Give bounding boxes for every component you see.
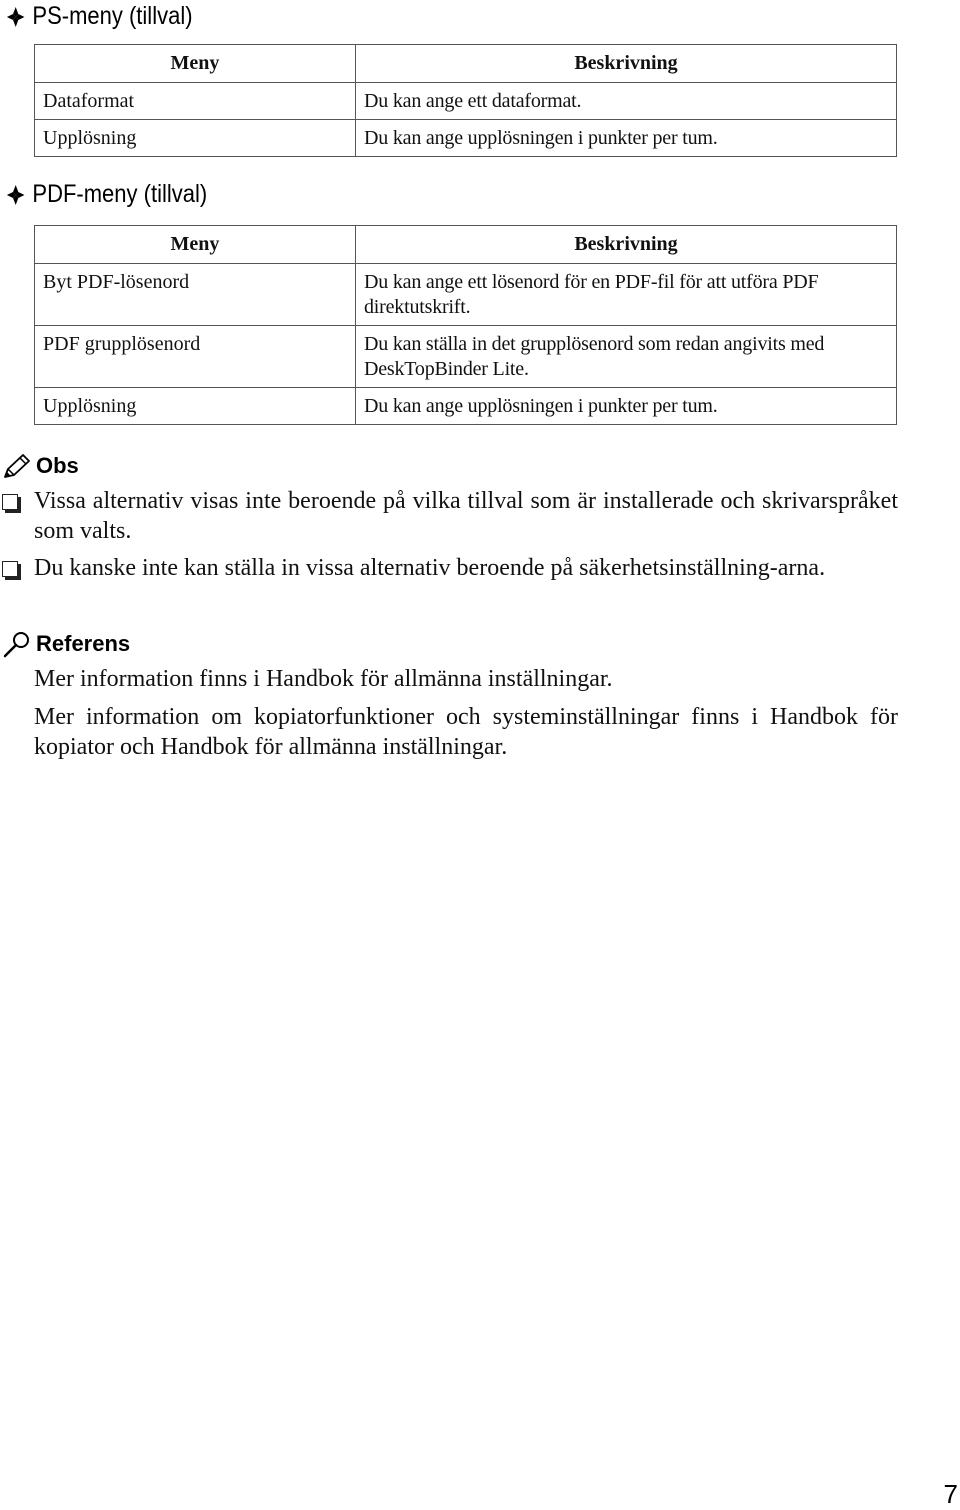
obs-item-text: Vissa alternativ visas inte beroende på vilka tillval som är installerade och skrivarspråket som valts. bbox=[34, 488, 898, 544]
table-header-row bbox=[35, 226, 897, 264]
list-item bbox=[0, 553, 898, 583]
referens-paragraph: Mer information finns i Handbok för allmänna inställningar. bbox=[34, 666, 613, 692]
referens-title: Referens bbox=[36, 631, 131, 656]
pdf-section-heading bbox=[6, 180, 207, 209]
description-cell: Du kan ange upplösningen i punkter per tum. bbox=[356, 120, 897, 157]
table-header-row bbox=[35, 45, 897, 83]
description-cell: Du kan ange ett lösenord för en PDF-fil för att utföra PDF direktutskrift. bbox=[356, 264, 897, 326]
column-header-menu: Meny bbox=[35, 45, 356, 83]
ps-menu-table bbox=[34, 44, 897, 157]
magnifier-icon bbox=[2, 630, 32, 658]
menu-cell: Upplösning bbox=[35, 120, 356, 157]
obs-heading bbox=[2, 452, 79, 480]
menu-cell: Upplösning bbox=[35, 388, 356, 425]
description-cell: Du kan ange upplösningen i punkter per tum. bbox=[356, 388, 897, 425]
diamond-bullet-icon bbox=[6, 184, 25, 206]
referens-paragraph: Mer information om kopiatorfunktioner och systeminställningar finns i Handbok för kopiator och Handbok för allmänna inställningar. bbox=[34, 704, 898, 760]
table-row bbox=[35, 264, 897, 326]
checkbox-bullet-icon bbox=[2, 561, 18, 577]
obs-list bbox=[0, 486, 898, 590]
table-row bbox=[35, 388, 897, 425]
column-header-menu: Meny bbox=[35, 226, 356, 264]
diamond-bullet-icon bbox=[6, 6, 25, 28]
description-cell: Du kan ange ett dataformat. bbox=[356, 83, 897, 120]
column-header-description: Beskrivning bbox=[356, 226, 897, 264]
column-header-description: Beskrivning bbox=[356, 45, 897, 83]
ps-section-title: PS-meny (tillval) bbox=[32, 2, 193, 30]
menu-cell: Byt PDF-lösenord bbox=[35, 264, 356, 326]
menu-cell: PDF grupplösenord bbox=[35, 326, 356, 388]
pencil-icon bbox=[2, 452, 32, 480]
list-item bbox=[0, 486, 898, 546]
table-row bbox=[35, 83, 897, 120]
description-cell: Du kan ställa in det grupplösenord som redan angivits med DeskTopBinder Lite. bbox=[356, 326, 897, 388]
table-row bbox=[35, 120, 897, 157]
referens-heading bbox=[2, 630, 130, 658]
checkbox-bullet-icon bbox=[2, 494, 18, 510]
obs-title: Obs bbox=[36, 453, 79, 478]
ps-section-heading bbox=[6, 2, 193, 31]
table-row bbox=[35, 326, 897, 388]
page-number: 7 bbox=[943, 1479, 958, 1509]
menu-cell: Dataformat bbox=[35, 83, 356, 120]
obs-item-text: Du kanske inte kan ställa in vissa alternativ beroende på säkerhetsinställning-arna. bbox=[34, 555, 826, 581]
pdf-menu-table bbox=[34, 225, 897, 425]
pdf-section-title: PDF-meny (tillval) bbox=[32, 180, 208, 208]
